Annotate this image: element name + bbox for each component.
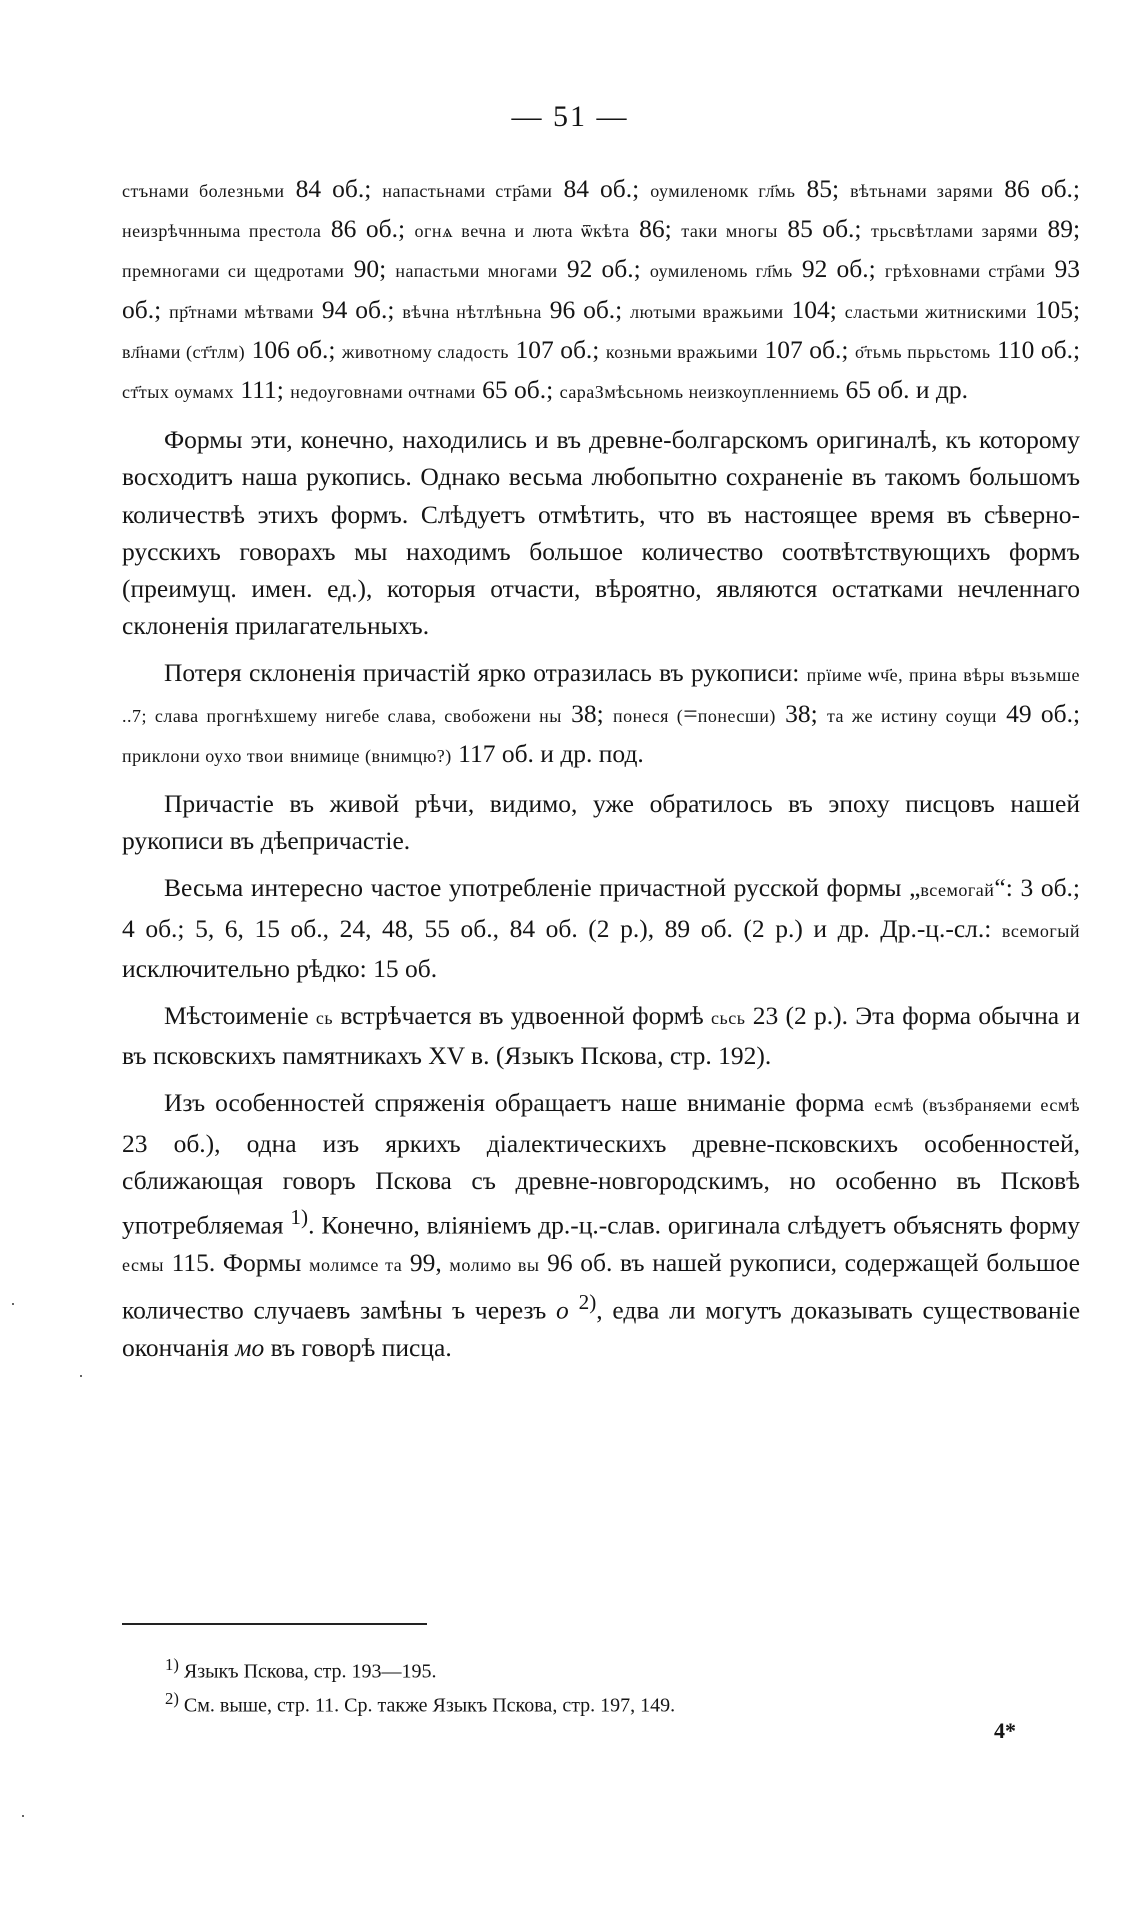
slavonic-example: ст҃тых оумамх: [122, 382, 235, 403]
slavonic-example: вѣчна нѣтлѣньна: [402, 301, 542, 322]
folio-reference: 105;: [1034, 294, 1081, 324]
slavonic-example: всемогый: [1001, 920, 1081, 941]
slavonic-example: напастьми многами: [395, 261, 558, 282]
page-number: — 51 —: [511, 100, 629, 133]
folio-reference: 104;: [791, 294, 837, 324]
slavonic-example: козньми вражьими: [605, 341, 759, 362]
folio-reference: 93 об.;: [122, 254, 1081, 324]
footnote-mark: 1): [165, 1655, 179, 1674]
folio-reference: 110 об.;: [997, 334, 1081, 364]
folio-reference: 86;: [639, 214, 672, 244]
folio-reference: 89;: [1047, 214, 1081, 244]
folio-reference: 96 об.;: [549, 294, 623, 324]
folio-reference: 117 об. и др. под.: [458, 738, 644, 768]
folio-reference: 38;: [571, 698, 604, 728]
slavonic-example: молимо вы: [449, 1254, 540, 1275]
folio-reference: 65 об.;: [482, 375, 554, 405]
printer-signature-mark: 4*: [994, 1718, 1016, 1743]
slavonic-example: сараЗмѣсьномь неизкоупленниемь: [559, 382, 840, 403]
folio-reference: 49 об.;: [1006, 698, 1081, 728]
slavonic-example: оумиленомь гл҃мь: [649, 261, 793, 282]
slavonic-example: сь: [315, 1008, 334, 1029]
folio-reference: 85 об.;: [787, 214, 862, 244]
folio-reference: 86 об.;: [330, 214, 406, 244]
slavonic-example: сьсь: [711, 1008, 746, 1029]
folio-reference: 84 об.;: [563, 174, 640, 203]
slavonic-example: недоуговнами очтнами: [290, 382, 476, 403]
footnote-ref-1[interactable]: 1): [290, 1205, 309, 1230]
footnote-divider: [122, 1623, 427, 1625]
scan-speck: [12, 1303, 14, 1305]
slavonic-example: стънами болезньми: [122, 181, 285, 201]
slavonic-example: грѣховнами стр҃ами: [884, 261, 1046, 282]
paragraph-adjective-forms: Формы эти, конечно, находились и въ древне-болгарскомъ оригиналѣ, къ которому восходитъ наша рукопись. Однако весьма любопытно сохраненіе въ такомъ большомъ количествѣ этихъ формъ. Слѣдуетъ отмѣтить, что въ настоящее время въ сѣверно-русскихъ говорахъ мы находимъ большое количество соотвѣтствующихъ формъ (преимущ. имен. ед.), которыя отчасти, вѣроятно, являются остатками нечленнаго склоненія прилагательныхъ.: [122, 425, 1080, 641]
folio-reference: 107 об.;: [764, 334, 849, 364]
slavonic-example: вл҃нами (ст҃тлм): [122, 341, 246, 362]
slavonic-example: есмы: [122, 1254, 164, 1275]
folio-reference: 85;: [806, 174, 840, 203]
slavonic-example: о҃тьмь пьрьстомь: [854, 341, 991, 362]
slavonic-example: приклони оухо твои: [122, 745, 284, 766]
slavonic-example: внимице (внимцю?): [290, 745, 452, 766]
paragraph-conjugation: Изъ особенностей спряженія обращаетъ наше вниманіе форма есмѣ (възбраняеми есмѣ 23 об.), одна изъ яркихъ діалектическихъ древне-псковскихъ особенностей, сближающая говоръ Пскова съ древне-новгородскимъ, но особенно въ Псковѣ употребляемая $^{1)}$. Конечно, вліяніемъ др.-ц.-слав. оригинала слѣдуетъ объяснять форму есмы 115. Формы молимсе та 99, молимо вы 96 об. въ нашей рукописи, содержащей большое количество случаевъ замѣны ъ черезъ о $^{2)}$, едва ли могутъ доказывать существованіе окончанія мо въ говорѣ писца.: [122, 1088, 1081, 1362]
footnote-1: [165, 1652, 437, 1685]
folio-reference: 65 об. и др.: [845, 375, 969, 405]
folio-reference: 86 об.;: [1004, 174, 1080, 203]
slavonic-example: пр҃тнами мѣтвами: [169, 301, 315, 322]
slavonic-example: животному сладость: [342, 341, 509, 362]
slavonic-example: огнѧ вечна и люта ѿкѣта: [414, 221, 630, 242]
scan-speck: [22, 1815, 24, 1817]
slavonic-example: есмѣ (възбраняеми есмѣ: [874, 1095, 1080, 1116]
slavonic-example: понесши): [697, 705, 776, 726]
paragraph-participle-declension: Потеря склоненія причастій ярко отразилась въ рукописи: прїиме ѡч҃е, прина вѣры възьмше ..7; слава прогнѣхшему нигебе слава, свобожени ны 38; понеся (=понесши) 38; та же истину соущи 49 об.; приклони оухо твои внимице (внимцю?) 117 об. и др. под.: [122, 658, 1081, 768]
slavonic-example: напастьнами стр҃ами: [382, 181, 553, 201]
slavonic-example: лютыми вражьими: [630, 301, 784, 322]
folio-reference: 111;: [240, 375, 284, 405]
footnote-text: Языкъ Пскова, стр. 193—195.: [183, 1660, 437, 1683]
footnote-2: [165, 1686, 675, 1719]
folio-reference: 106 об.;: [251, 334, 336, 364]
paragraph-participle-speech: Причастіе въ живой рѣчи, видимо, уже обратилось въ эпоху писцовъ нашей рукописи въ дѣепричастіе.: [122, 789, 1080, 856]
paragraph-pronoun: Мѣстоименіе сь встрѣчается въ удвоенной формѣ сьсь 23 (2 р.). Эта форма обычна и въ псковскихъ памятникахъ XV в. (Языкъ Пскова, стр. 192).: [122, 1001, 1080, 1071]
footnote-ref-2[interactable]: 2): [578, 1289, 597, 1314]
footnote-mark: 2): [165, 1689, 179, 1708]
folio-reference: 84 об.;: [295, 174, 372, 203]
slavonic-example: понеся (: [612, 705, 684, 726]
folio-reference: 92 об.;: [801, 254, 876, 284]
slavonic-example: вѣтьнами зарями: [850, 181, 994, 201]
slavonic-example: таки многы: [681, 221, 778, 242]
footnote-text: См. выше, стр. 11. Ср. также Языкъ Пскова, стр. 197, 149.: [183, 1694, 676, 1717]
scan-speck: [80, 1375, 82, 1377]
slavonic-example: сластьми житнискими: [844, 301, 1027, 322]
slavonic-example: всемогай: [920, 880, 995, 901]
slavonic-example: трьсвѣтлами зарями: [871, 221, 1039, 242]
slavonic-example: премногами си щедротами: [122, 261, 345, 282]
slavonic-example: оумиленомк гл҃мь: [650, 181, 796, 201]
folio-reference: 94 об.;: [321, 294, 395, 324]
folio-reference: 92 об.;: [566, 254, 641, 284]
slavonic-example: молимсе та: [309, 1254, 403, 1275]
slavonic-example: неизрѣчнныма престола: [122, 221, 322, 242]
slavonic-example: та же истину соущи: [826, 705, 997, 726]
main-text: [122, 170, 1080, 1366]
slavonic-example: прїиме ѡч҃е, прина вѣры възьмше ..7; слава прогнѣхшему нигебе слава, свобожени ны: [122, 665, 1080, 726]
folio-reference: 107 об.;: [515, 334, 600, 364]
paragraph-examples-continued: [122, 170, 1080, 411]
paragraph-vsemogai: Весьма интересно частое употребленіе причастной русской формы „всемогай“: 3 об.; 4 об.; 5, 6, 15 об., 24, 48, 55 об., 84 об. (2 р.), 89 об. (2 р.) и др. Др.-ц.-сл.: всемогый исключительно рѣдко: 15 об.: [122, 873, 1081, 983]
folio-reference: 38;: [785, 698, 818, 728]
folio-reference: 90;: [353, 254, 387, 284]
